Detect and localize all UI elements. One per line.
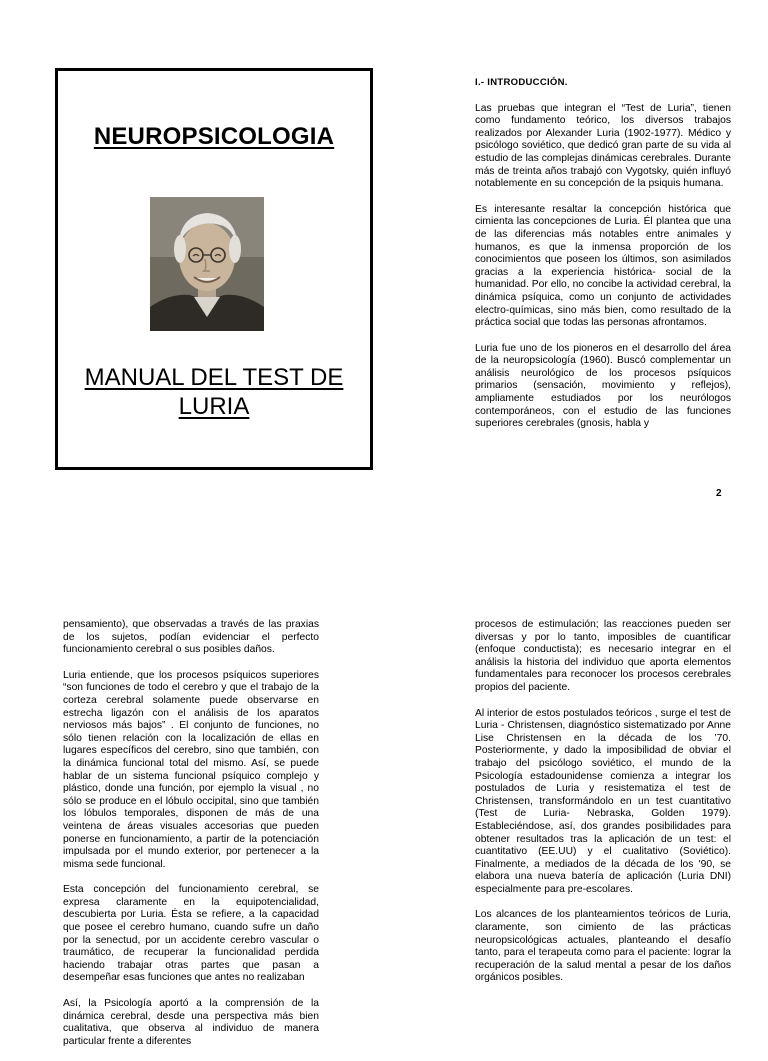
cover-subtitle-line-2: LURIA (178, 393, 250, 420)
paragraph: Las pruebas que integran el “Test de Luria”, tienen como fundamento teórico, los diversos trabajos realizados por Alexander Luria (1902-1977). Médico y psicólogo soviético, que dedicó gran parte de su vida al estudio de las complejas dinámicas cerebrales. Durante más de treinta años trabajó con Vygotsky, quién influyó notablemente en su concepción de la psiquis humana. (475, 102, 731, 190)
cover-title: NEUROPSICOLOGIA (93, 123, 335, 150)
portrait-photo (150, 197, 264, 331)
paragraph: procesos de estimulación; las reacciones pueden ser diversas y por lo tanto, imposibles de cuantificar (enfoque conductista); es necesario integrar en el análisis la historia del individuo que aporta elementos fundamentales para reconocer los procesos cerebrales propios del paciente. (475, 619, 731, 693)
paragraph: Así, la Psicología aportó a la comprensión de la dinámica cerebral, desde una perspectiva más bien cualitativa, que observa al individuo de manera particular frente a diferentes (63, 998, 319, 1047)
cover-box (55, 68, 373, 470)
paragraph: Los alcances de los planteamientos teóricos de Luria, claramente, son cimiento de las prácticas neuropsicológicas actuales, planteando el desafío tanto, para el terapeuta como para el paciente: lograr la recuperación de la salud mental a pesar de los daños orgánicos posibles. (475, 909, 731, 984)
page-number: 2 (716, 488, 722, 499)
paragraph: Al interior de estos postulados teóricos , surge el test de Luria - Christensen, diagnóstico sistematizado por Anne Lise Christensen en la década de los ’70. Posteriormente, y dado la imposibilidad de obviar el trabajo del psicólogo soviético, el mundo de la Psicología estadounidense comienza a integrar los postulados de Luria y resistematiza el test de Christensen, transformándolo en un test cuantitativo (Test de Luria- Nebraska, Golden 1979). Estableciéndose, así, dos grandes posibilidades para obtener resultados tras la aplicación de un test: el cuantitativo (EE.UU) y el cualitativo (Soviético). Finalmente, a mediados de la década de los '90, se elabora una nueva batería de aplicación (Luria DNI) especialmente para pre-escolares. (475, 707, 731, 895)
document-page-bottom (0, 560, 768, 1047)
cover-subtitle-line-1: MANUAL DEL TEST DE (84, 364, 344, 391)
paragraph: Es interesante resaltar la concepción histórica que cimienta las concepciones de Luria. Él plantea que una de las diferencias más notables entre animales y humanos, es que la inmensa proporción de los conocimientos que poseen los últimos, son asimilados gracias a la experiencia histórica- social de la humanidad. Por ello, no concibe la actividad cerebral, la dinámica psíquica, como un conjunto de actividades electro-químicas, sino más bien, como resultado de la práctica social que todas las personas afrontamos. (475, 203, 731, 329)
paragraph: pensamiento), que observadas a través de las praxias de los sujetos, podían evidenciar el perfecto funcionamiento cerebral o sus posibles daños. (63, 619, 319, 656)
intro-column (475, 77, 731, 444)
section-heading: I.- INTRODUCCIÓN. (475, 77, 568, 88)
cover-subtitle (58, 363, 370, 421)
left-column (63, 619, 319, 1061)
right-column (475, 619, 731, 998)
paragraph: Luria fue uno de los pioneros en el desarrollo del área de la neuropsicología (1960). Buscó complementar un análisis neurológico de los procesos psíquicos primarios (sensación, movimiento y reflejos), ampliamente estudiados por los neurólogos contemporáneos, con el estudio de las funciones superiores cerebrales (gnosis, habla y (475, 342, 731, 430)
paragraph: Luria entiende, que los procesos psíquicos superiores “son funciones de todo el cerebro y que el trabajo de la corteza cerebral solamente puede observarse en estrecha ligazón con el análisis de los aparatos nerviosos más bajos” . El conjunto de funciones, no sólo tienen relación con la localización de ellas en lugares específicos del cerebro, sino que también, con la dinámica funcional total del mismo. Así, se puede hablar de un sistema funcional psíquico complejo y plástico, donde una función, por ejemplo la visual , no sólo se produce en el lóbulo occipital, sino que también los lóbulos temporales, disponen de más de una veintena de áreas visuales accesorias que pueden ponerse en funcionamiento, a partir de la potenciación impulsada por el mundo exterior, por pertenecer a la misma sede funcional. (63, 669, 319, 870)
paragraph: Esta concepción del funcionamiento cerebral, se expresa claramente en la equipotencialidad, descubierta por Luria. Ésta se refiere, a la capacidad que posee el cerebro humano, cuando sufre un daño por la senectud, por un accidente cerebro vascular o traumático, de recuperar la funcionalidad perdida haciendo trabajar otras partes que pasan a desempeñar esas funciones que antes no realizaban (63, 884, 319, 984)
